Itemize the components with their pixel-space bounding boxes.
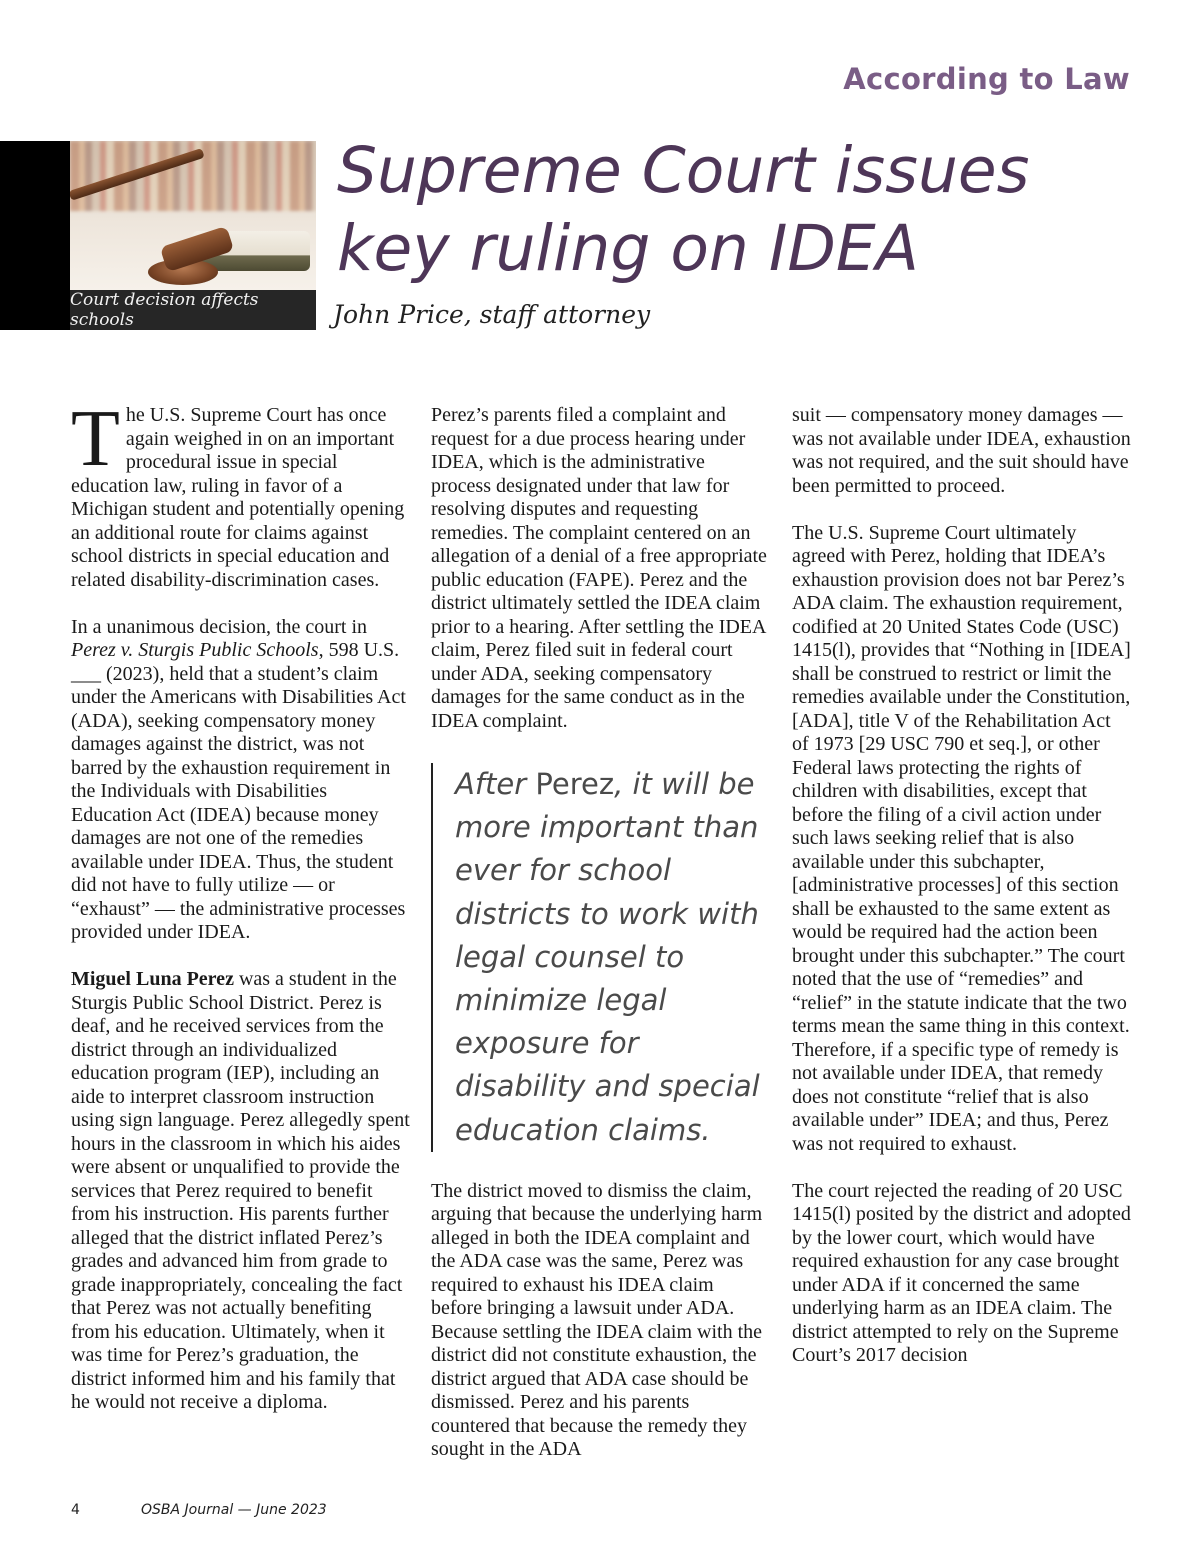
section-label: According to Law	[843, 62, 1130, 96]
column-1	[71, 395, 411, 1438]
paragraph-text: In a unanimous decision, the court in	[71, 615, 368, 638]
article-headline: Supreme Court issues key ruling on IDEA	[337, 134, 1030, 285]
paragraph	[71, 616, 411, 945]
paragraph	[71, 968, 411, 1415]
decorative-bar	[0, 141, 70, 330]
paragraph: Perez’s parents filed a complaint and request for a due process hearing under IDEA, which is the administrative process designated under that law for resolving disputes and requesting remedies. The complaint centered on an allegation of a denial of a free appropriate public education (FAPE). Perez and the district ultimately settled the IDEA claim prior to a hearing. After settling the IDEA claim, Perez filed suit in federal court under ADA, seeking compensatory damages for the same conduct as in the IDEA complaint.	[431, 404, 767, 732]
photo-caption-box	[70, 290, 316, 330]
paragraph-text: , 598 U.S. ___ (2023), held that a student’s claim under the Americans with Disabilities Act (ADA), seeking compensatory money damages against the district, was not barred by the exhaustion requirement in the Individuals with Disabilities Education Act (IDEA) because money damages are not one of the remedies available under IDEA. Thus, the student did not have to fully utilize — or “exhaust” — the administrative processes provided under IDEA.	[71, 639, 406, 943]
page-number: 4	[71, 1502, 80, 1518]
page-footer	[71, 1502, 327, 1518]
gavel-photo	[70, 141, 316, 290]
publication-name: OSBA Journal — June 2023	[141, 1502, 327, 1518]
pull-quote-case-name: Perez	[535, 767, 615, 801]
pull-quote	[431, 763, 769, 1152]
paragraph-text: he U.S. Supreme Court has once again weighed in on an important procedural issue in special education law, ruling in favor of a Michigan student and potentially opening an additional route for claims against school districts in special education and related disability-discrimination cases.	[71, 404, 405, 591]
paragraph: suit — compensatory money damages — was not available under IDEA, exhaustion was not required, and the suit should have been permitted to proceed.	[792, 404, 1131, 497]
column-2	[431, 404, 769, 1485]
photo-caption: Court decision affects schools	[70, 290, 259, 330]
paragraph-text: was a student in the Sturgis Public School District. Perez is deaf, and he received services from the district through an individualized education program (IEP), including an aide to interpret classroom instruction using sign language. Perez allegedly spent hours in the classroom in which his aides were absent or unqualified to provide the services that Perez required to benefit from his instruction. His parents further alleged that the district inflated Perez’s grades and advanced him from grade to grade inappropriately, concealing the fact that Perez was not actually benefiting from his education. Ultimately, when it was time for Perez’s graduation, the district informed him and his family that he would not receive a diploma.	[71, 968, 410, 1413]
pull-quote-text: , it will be more important than ever for school districts to work with legal counsel to minimize legal exposure for disability and special education claims.	[455, 767, 760, 1147]
case-name: Perez v. Sturgis Public Schools	[71, 639, 319, 661]
paragraph: The court rejected the reading of 20 USC 1415(l) posited by the district and adopted by the lower court, which would have required exhaustion for any case brought under ADA if it concerned the same underlying harm as an IDEA claim. The district attempted to rely on the Supreme Court’s 2017 decision	[792, 1179, 1131, 1366]
student-name: Miguel Luna Perez	[71, 968, 234, 990]
pull-quote-text: After	[455, 767, 536, 801]
paragraph: The district moved to dismiss the claim, arguing that because the underlying harm alleged in both the IDEA complaint and the ADA case was the same, Perez was required to exhaust his IDEA claim before bringing a lawsuit under ADA. Because settling the IDEA claim with the district did not constitute exhaustion, the district argued that ADA case should be dismissed. Perez and his parents countered that because the remedy they sought in the ADA	[431, 1179, 763, 1461]
drop-cap: T	[71, 395, 120, 483]
paragraph	[71, 395, 411, 592]
paragraph: The U.S. Supreme Court ultimately agreed with Perez, holding that IDEA’s exhaustion provision does not bar Perez’s ADA claim. The exhaustion requirement, codified at 20 United States Code (USC) 1415(l), provides that “Nothing in [IDEA] shall be construed to restrict or limit the remedies available under the Constitution, [ADA], title V of the Rehabilitation Act of 1973 [29 USC 790 et seq.], or other Federal laws protecting the rights of children with disabilities, except that before the filing of a civil action under such laws seeking relief that is also available under this subchapter, [administrative processes] of this section shall be exhausted to the same extent as would be required had the action been brought under this subchapter.” The court noted that the use of “remedies” and “relief” in the statute indicate that the two terms mean the same thing in this context. Therefore, if a specific type of remedy is not available under IDEA, that remedy does not constitute “relief that is also available under” IDEA; and thus, Perez was not required to exhaust.	[792, 521, 1131, 1155]
column-3	[792, 404, 1132, 1391]
byline: John Price, staff attorney	[333, 300, 651, 329]
